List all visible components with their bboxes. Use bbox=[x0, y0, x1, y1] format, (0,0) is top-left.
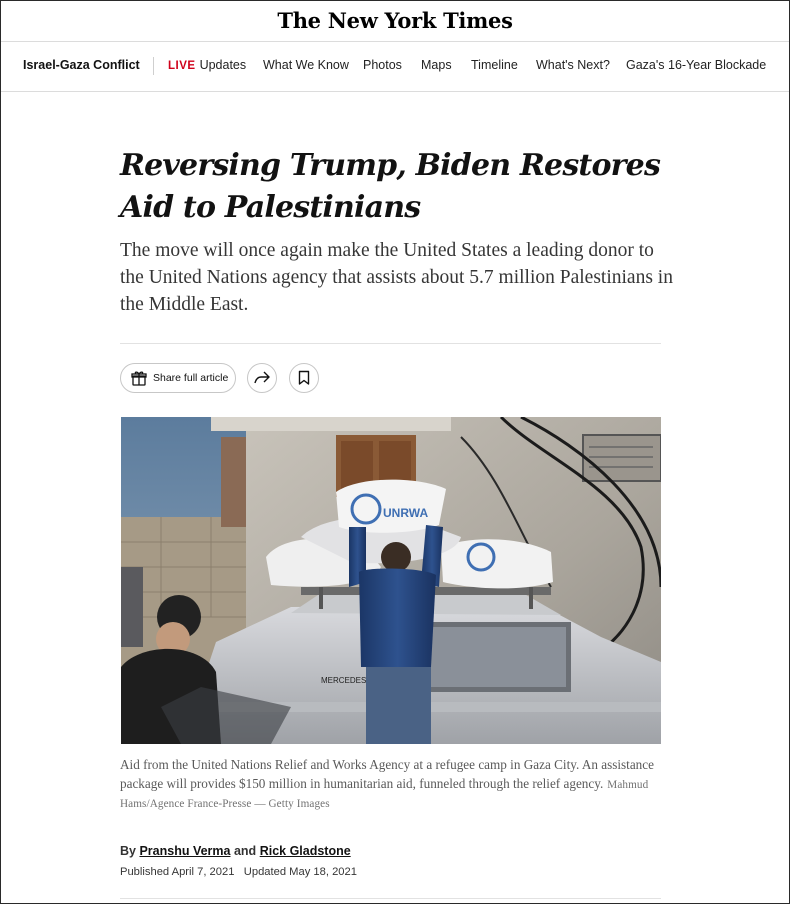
masthead bbox=[1, 1, 789, 42]
nav-item-photos[interactable]: Photos bbox=[363, 58, 402, 72]
nav-item-timeline[interactable]: Timeline bbox=[471, 58, 518, 72]
gift-icon bbox=[130, 369, 148, 387]
save-article-button[interactable] bbox=[289, 363, 319, 393]
byline-prefix: By bbox=[120, 844, 136, 858]
share-button-label: Share full article bbox=[153, 372, 229, 384]
header-divider bbox=[120, 343, 661, 344]
nav-item-label: Updates bbox=[199, 58, 247, 72]
share-full-article-button[interactable] bbox=[120, 363, 236, 393]
bottom-divider bbox=[120, 898, 661, 899]
photo-car-label: MERCEDES bbox=[321, 676, 367, 685]
byline bbox=[120, 844, 351, 858]
article-headline: Reversing Trump, Biden Restores Aid to Palestinians bbox=[120, 148, 661, 225]
nav-separator bbox=[153, 57, 154, 75]
caption-text: Aid from the United Nations Relief and Works Agency at a refugee camp in Gaza City. An assistance package will provides $150 million in humanitarian aid, funneled through the relief agency. bbox=[120, 757, 654, 791]
section-nav bbox=[1, 42, 789, 92]
author-link-pranshu-verma[interactable]: Pranshu Verma bbox=[139, 844, 231, 858]
article-dates bbox=[120, 866, 357, 878]
author-link-rick-gladstone[interactable]: Rick Gladstone bbox=[259, 844, 351, 858]
photo-credit: Mahmud Hams/Agence France-Presse — Getty Images bbox=[120, 778, 649, 810]
nav-item-whats-next[interactable]: What's Next? bbox=[536, 58, 610, 72]
article-photo bbox=[121, 417, 661, 744]
photo-caption bbox=[120, 756, 680, 814]
published-date: Published April 7, 2021 bbox=[120, 866, 235, 878]
byline-conjunction: and bbox=[233, 844, 257, 858]
bookmark-icon bbox=[298, 370, 310, 386]
share-arrow-icon bbox=[253, 370, 271, 386]
live-badge: LIVE bbox=[168, 60, 196, 72]
nyt-logo[interactable]: The New York Times bbox=[277, 8, 513, 33]
article-summary: The move will once again make the United States a leading donor to the United Nations agency that assists about 5.7 million Palestinians in the Middle East. bbox=[120, 240, 673, 315]
nav-item-gaza-blockade[interactable]: Gaza's 16-Year Blockade bbox=[626, 58, 767, 72]
photo-bag-label: UNRWA bbox=[383, 506, 429, 520]
nav-item-maps[interactable]: Maps bbox=[421, 58, 452, 72]
updated-date: Updated May 18, 2021 bbox=[243, 866, 357, 878]
nav-section-title[interactable]: Israel-Gaza Conflict bbox=[23, 58, 140, 72]
nav-item-updates[interactable] bbox=[168, 58, 246, 72]
share-button[interactable] bbox=[247, 363, 277, 393]
nav-item-what-we-know[interactable]: What We Know bbox=[263, 58, 349, 72]
